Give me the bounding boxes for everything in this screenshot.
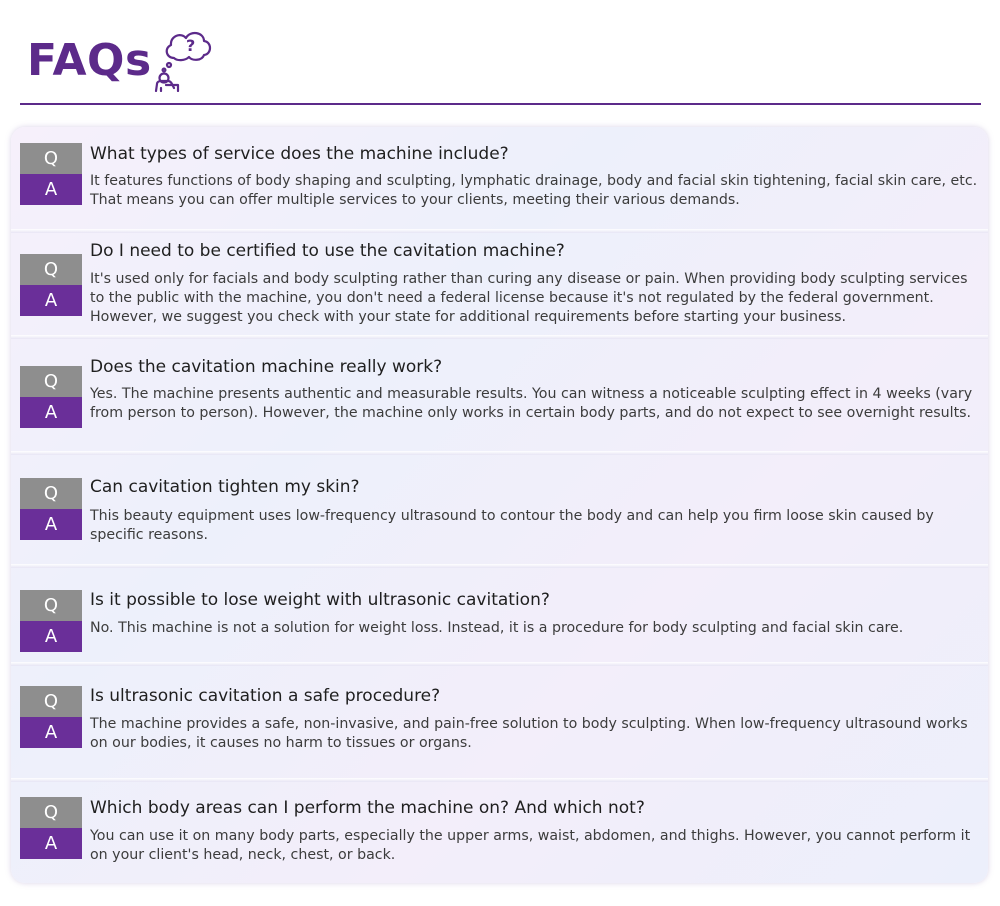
answer-badge: A [20, 621, 82, 652]
answer-badge: A [20, 174, 82, 205]
question-badge: Q [20, 590, 82, 621]
faq-question: Which body areas can I perform the machine on? And which not? [90, 798, 645, 818]
faq-question: What types of service does the machine include? [90, 144, 509, 164]
faq-question: Can cavitation tighten my skin? [90, 477, 360, 497]
question-badge: Q [20, 143, 82, 174]
faq-item [11, 127, 988, 233]
faq-answer: This beauty equipment uses low-frequency ultrasound to contour the body and can help you firm loose skin caused by specific reasons. [90, 508, 934, 543]
answer-badge: A [20, 717, 82, 748]
faq-item [11, 233, 988, 339]
faq-answer: It's used only for facials and body sculpting rather than curing any disease or pain. When providing body sculpting services to the public with the machine, you don't need a federal license because it's not regulated by the federal government. However, we suggest you check with your state for additional requirements before starting your business. [90, 271, 968, 325]
page-title: FAQs [27, 35, 152, 86]
faq-panel [11, 127, 988, 883]
faq-item [11, 782, 988, 883]
faq-answer: It features functions of body shaping and sculpting, lymphatic drainage, body and facial skin tightening, facial skin care, etc. That means you can offer multiple services to your clients, meeting their various demands. [90, 173, 978, 208]
svg-text:?: ? [186, 36, 196, 55]
faq-question: Does the cavitation machine really work? [90, 357, 443, 377]
faq-header [20, 26, 981, 106]
faq-item [11, 455, 988, 568]
answer-badge: A [20, 397, 82, 428]
question-badge: Q [20, 686, 82, 717]
person-thinking-question-icon [152, 28, 214, 92]
question-badge: Q [20, 366, 82, 397]
faq-item [11, 568, 988, 666]
faq-question: Do I need to be certified to use the cavitation machine? [90, 241, 565, 261]
answer-badge: A [20, 828, 82, 859]
question-badge: Q [20, 478, 82, 509]
header-divider [20, 103, 981, 105]
answer-badge: A [20, 285, 82, 316]
answer-badge: A [20, 509, 82, 540]
faq-item [11, 666, 988, 782]
faq-answer: Yes. The machine presents authentic and measurable results. You can witness a noticeable sculpting effect in 4 weeks (vary from person to person). However, the machine only works in certain body parts, and do not expect to see overnight results. [90, 386, 973, 421]
faq-question: Is it possible to lose weight with ultrasonic cavitation? [90, 590, 550, 610]
faq-answer: The machine provides a safe, non-invasive, and pain-free solution to body sculpting. When low-frequency ultrasound works on our bodies, it causes no harm to tissues or organs. [90, 716, 968, 751]
faq-answer: You can use it on many body parts, especially the upper arms, waist, abdomen, and thighs. However, you cannot perform it on your client's head, neck, chest, or back. [90, 828, 971, 863]
faq-item [11, 339, 988, 455]
question-badge: Q [20, 254, 82, 285]
faq-answer: No. This machine is not a solution for weight loss. Instead, it is a procedure for body sculpting and facial skin care. [90, 620, 904, 636]
faq-question: Is ultrasonic cavitation a safe procedure? [90, 686, 441, 706]
question-badge: Q [20, 797, 82, 828]
